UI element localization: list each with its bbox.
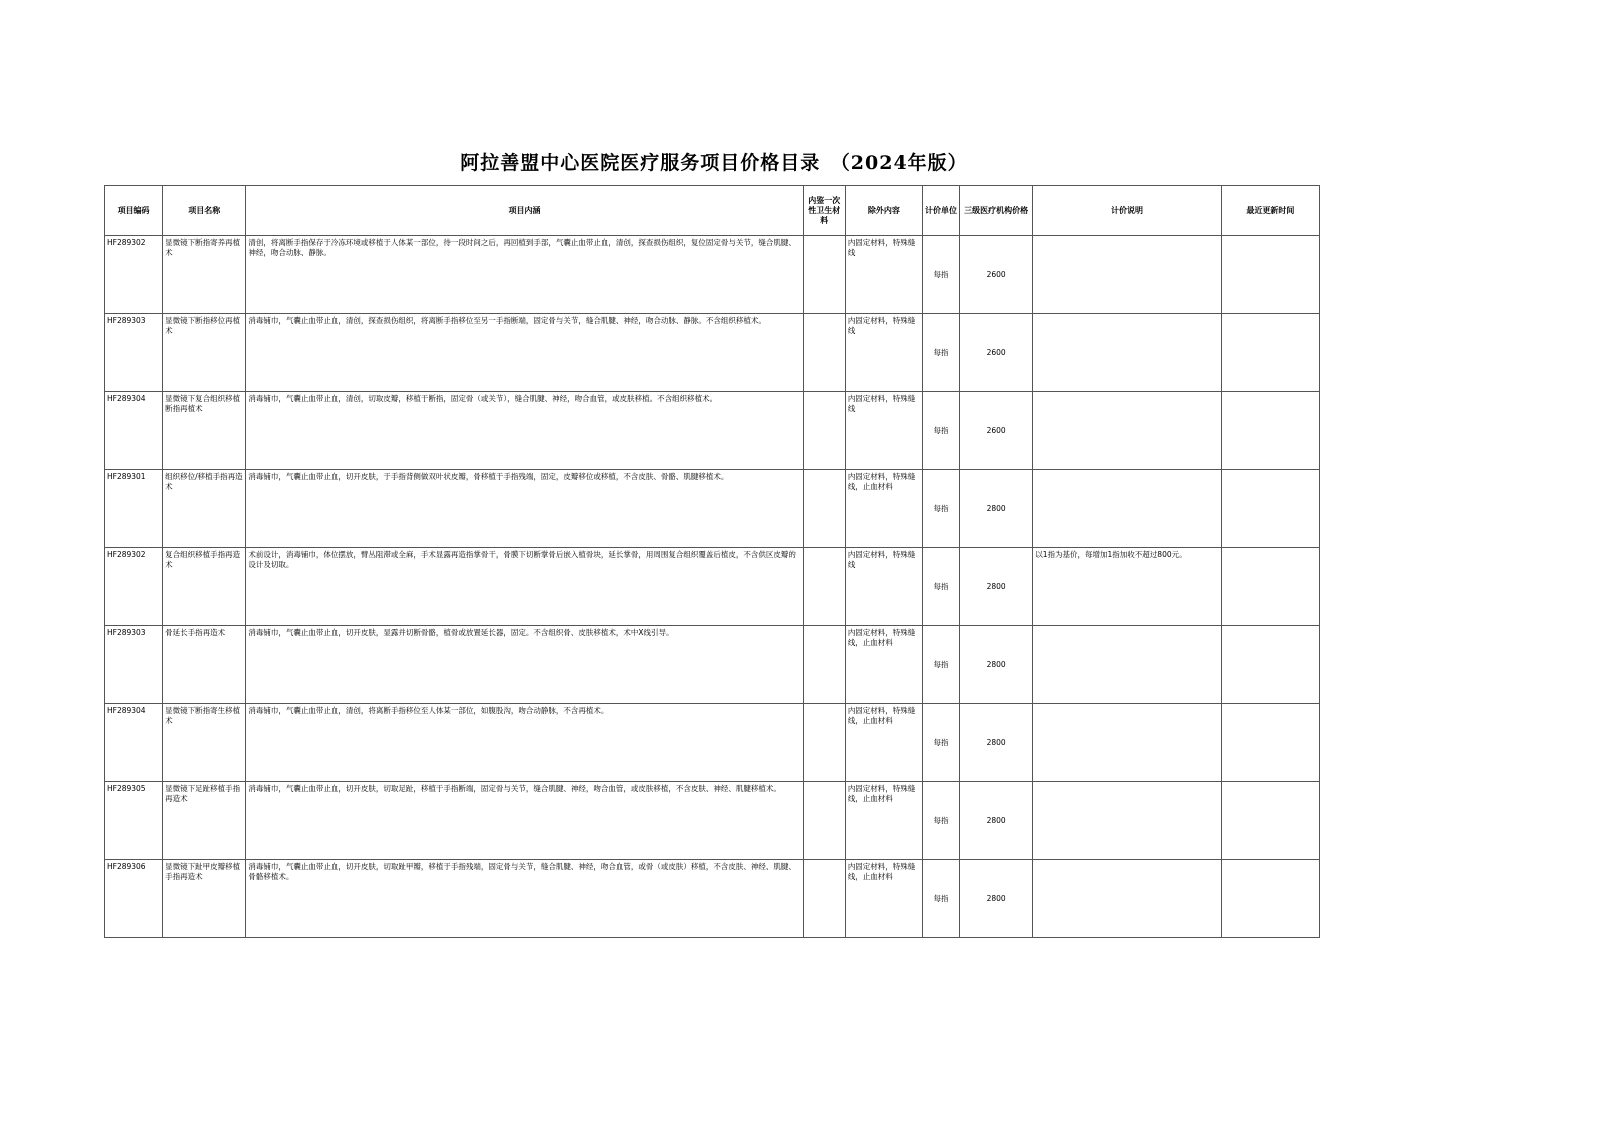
cell-price: 2600: [960, 314, 1033, 392]
cell-code: HF289304: [105, 704, 163, 782]
cell-content: 消毒铺巾，气囊止血带止血，清创，切取皮瓣，移植于断指，固定骨（或关节），缝合肌腱、神经，吻合血管，或皮肤移植。不含组织移植术。: [246, 392, 803, 470]
cell-updated: [1221, 860, 1319, 938]
cell-name: 复合组织移植手指再造术: [163, 548, 246, 626]
cell-note: [1033, 314, 1221, 392]
cell-name: 组织移位/移植手指再造术: [163, 470, 246, 548]
cell-excluded: 内固定材料，特殊缝线，止血材料: [845, 782, 922, 860]
table-row: [105, 860, 1320, 938]
cell-excluded: 内固定材料，特殊缝线: [845, 236, 922, 314]
header-name: 项目名称: [163, 186, 246, 236]
cell-content: 消毒铺巾，气囊止血带止血，清创，探查损伤组织，将离断手指移位至另一手指断端，固定骨与关节，缝合肌腱、神经，吻合动脉、静脉。不含组织移植术。: [246, 314, 803, 392]
cell-unit: 每指: [923, 626, 960, 704]
cell-content: 清创，将离断手指保存于冷冻环境或移植于人体某一部位，待一段时间之后，再回植到手部，气囊止血带止血，清创，探查损伤组织，复位固定骨与关节，缝合肌腱、神经，吻合动脉、静脉。: [246, 236, 803, 314]
document-title: 阿拉善盟中心医院医疗服务项目价格目录 （2024年版）: [460, 152, 968, 174]
cell-supply: [803, 314, 845, 392]
cell-price: 2800: [960, 782, 1033, 860]
header-supply: 内鉴一次性卫生材料: [803, 186, 845, 236]
cell-supply: [803, 236, 845, 314]
cell-code: HF289302: [105, 548, 163, 626]
cell-price: 2800: [960, 704, 1033, 782]
cell-updated: [1221, 470, 1319, 548]
cell-note: [1033, 704, 1221, 782]
cell-price: 2800: [960, 626, 1033, 704]
cell-note: [1033, 860, 1221, 938]
cell-unit: 每指: [923, 782, 960, 860]
cell-code: HF289303: [105, 314, 163, 392]
header-code: 项目编码: [105, 186, 163, 236]
cell-price: 2600: [960, 392, 1033, 470]
table-row: [105, 704, 1320, 782]
cell-updated: [1221, 548, 1319, 626]
cell-note: [1033, 236, 1221, 314]
cell-name: 显微镜下足趾移植手指再造术: [163, 782, 246, 860]
cell-excluded: 内固定材料，特殊缝线: [845, 314, 922, 392]
cell-excluded: 内固定材料，特殊缝线，止血材料: [845, 860, 922, 938]
cell-supply: [803, 860, 845, 938]
cell-supply: [803, 626, 845, 704]
cell-excluded: 内固定材料，特殊缝线，止血材料: [845, 626, 922, 704]
table-row: [105, 470, 1320, 548]
cell-price: 2600: [960, 236, 1033, 314]
cell-content: 消毒铺巾，气囊止血带止血，切开皮肤，显露并切断骨骼，植骨或放置延长器，固定。不含组织骨、皮肤移植术，术中X线引导。: [246, 626, 803, 704]
table-row: [105, 782, 1320, 860]
cell-supply: [803, 782, 845, 860]
cell-updated: [1221, 782, 1319, 860]
cell-updated: [1221, 236, 1319, 314]
header-excluded: 除外内容: [845, 186, 922, 236]
cell-code: HF289302: [105, 236, 163, 314]
cell-supply: [803, 470, 845, 548]
table-row: [105, 236, 1320, 314]
cell-price: 2800: [960, 470, 1033, 548]
cell-code: HF289304: [105, 392, 163, 470]
header-content: 项目内涵: [246, 186, 803, 236]
cell-supply: [803, 548, 845, 626]
cell-name: 骨延长手指再造术: [163, 626, 246, 704]
cell-excluded: 内固定材料，特殊缝线: [845, 548, 922, 626]
table-row: [105, 392, 1320, 470]
table-header-row: [105, 186, 1320, 236]
cell-price: 2800: [960, 860, 1033, 938]
header-updated: 最近更新时间: [1221, 186, 1319, 236]
cell-price: 2800: [960, 548, 1033, 626]
header-unit: 计价单位: [923, 186, 960, 236]
cell-name: 显微镜下断指寄生移植术: [163, 704, 246, 782]
header-note: 计价说明: [1033, 186, 1221, 236]
cell-updated: [1221, 626, 1319, 704]
cell-excluded: 内固定材料，特殊缝线，止血材料: [845, 470, 922, 548]
cell-name: 显微镜下趾甲皮瓣移植手指再造术: [163, 860, 246, 938]
cell-code: HF289306: [105, 860, 163, 938]
cell-note: [1033, 392, 1221, 470]
cell-content: 术前设计，消毒铺巾，体位摆放，臂丛阻滞或全麻，手术显露再造指掌骨干，骨膜下切断掌骨后嵌入植骨块，延长掌骨，用周围复合组织覆盖后植皮，不含供区皮瓣的设计及切取。: [246, 548, 803, 626]
cell-unit: 每指: [923, 470, 960, 548]
header-price: 三级医疗机构价格: [960, 186, 1033, 236]
cell-code: HF289305: [105, 782, 163, 860]
cell-excluded: 内固定材料，特殊缝线，止血材料: [845, 704, 922, 782]
cell-updated: [1221, 704, 1319, 782]
cell-content: 消毒铺巾，气囊止血带止血，清创，将离断手指移位至人体某一部位，如腹股沟，吻合动静脉，不含再植术。: [246, 704, 803, 782]
cell-supply: [803, 392, 845, 470]
cell-excluded: 内固定材料，特殊缝线: [845, 392, 922, 470]
cell-note: [1033, 470, 1221, 548]
cell-updated: [1221, 392, 1319, 470]
cell-unit: 每指: [923, 548, 960, 626]
cell-code: HF289301: [105, 470, 163, 548]
cell-name: 显微镜下断指寄养再植术: [163, 236, 246, 314]
cell-supply: [803, 704, 845, 782]
cell-name: 显微镜下复合组织移植断指再植术: [163, 392, 246, 470]
price-table: [104, 185, 1320, 938]
table-row: [105, 548, 1320, 626]
cell-unit: 每指: [923, 314, 960, 392]
table-row: [105, 626, 1320, 704]
cell-note: 以1指为基价，每增加1指加收不超过800元。: [1033, 548, 1221, 626]
cell-content: 消毒铺巾，气囊止血带止血，切开皮肤，于手指背侧做双叶状皮瓣，骨移植于手指残端，固定，皮瓣移位或移植，不含皮肤、骨骼、肌腱移植术。: [246, 470, 803, 548]
cell-updated: [1221, 314, 1319, 392]
cell-note: [1033, 782, 1221, 860]
cell-code: HF289303: [105, 626, 163, 704]
cell-name: 显微镜下断指移位再植术: [163, 314, 246, 392]
cell-content: 消毒铺巾，气囊止血带止血，切开皮肤，切取足趾，移植于手指断端，固定骨与关节，缝合肌腱、神经，吻合血管，或皮肤移植，不含皮肤、神经、肌腱移植术。: [246, 782, 803, 860]
table-row: [105, 314, 1320, 392]
cell-content: 消毒铺巾，气囊止血带止血，切开皮肤，切取趾甲瓣，移植于手指残端，固定骨与关节，缝合肌腱、神经，吻合血管，或骨（或皮肤）移植，不含皮肤、神经、肌腱、骨骼移植术。: [246, 860, 803, 938]
cell-unit: 每指: [923, 860, 960, 938]
cell-unit: 每指: [923, 236, 960, 314]
cell-note: [1033, 626, 1221, 704]
cell-unit: 每指: [923, 704, 960, 782]
cell-unit: 每指: [923, 392, 960, 470]
